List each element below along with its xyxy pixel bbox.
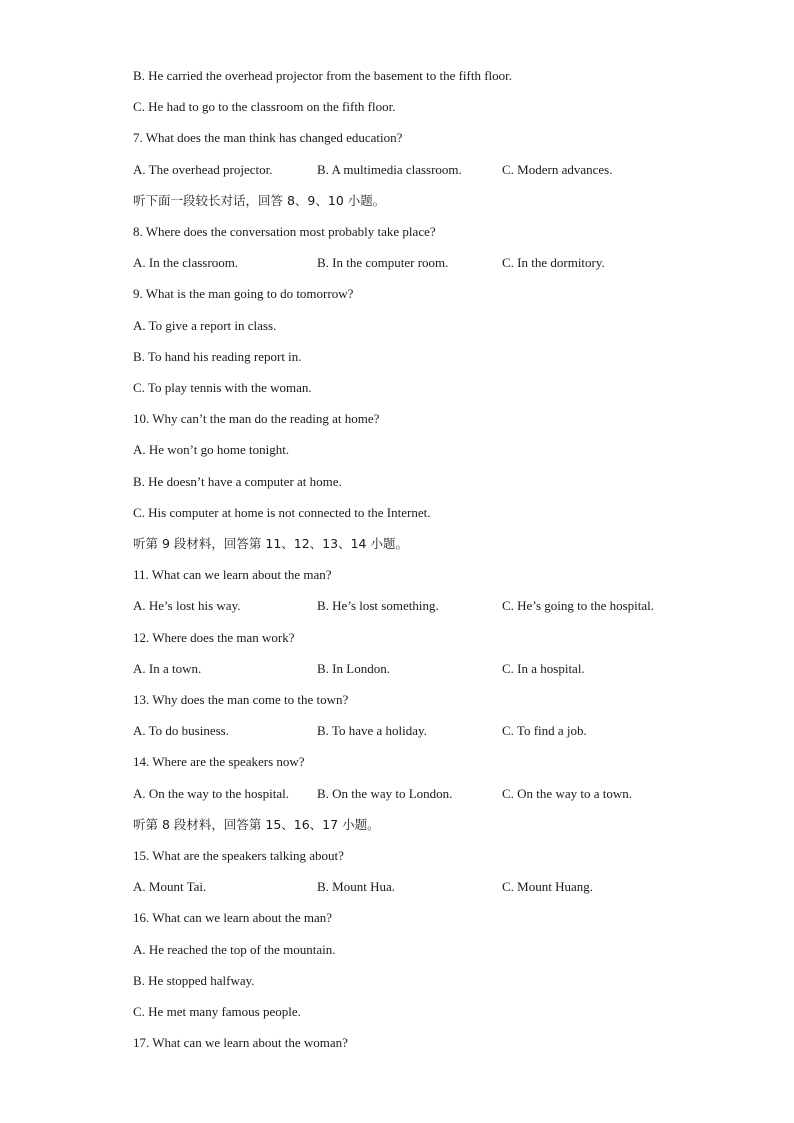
- answer-option: B. He carried the overhead projector from the basement to the fifth floor.: [133, 68, 513, 83]
- options-row: [133, 255, 693, 271]
- answer-option: C. To find a job.: [502, 723, 587, 738]
- answer-option: A. In a town.: [133, 661, 202, 676]
- answer-option: C. He met many famous people.: [133, 1004, 301, 1019]
- answer-option: A. Mount Tai.: [133, 879, 207, 894]
- answer-option: B. To have a holiday.: [317, 723, 427, 738]
- answer-option: B. He’s lost something.: [317, 598, 439, 613]
- answer-option: A. In the classroom.: [133, 255, 239, 270]
- answer-option: A. He won’t go home tonight.: [133, 442, 290, 457]
- answer-option: C. In the dormitory.: [502, 255, 605, 270]
- question-text: 8. Where does the conversation most probably take place?: [133, 224, 436, 239]
- options-row: [133, 879, 693, 895]
- answer-option: C. In a hospital.: [502, 661, 585, 676]
- answer-option: B. Mount Hua.: [317, 879, 395, 894]
- answer-option: C. Mount Huang.: [502, 879, 593, 894]
- answer-option: C. Modern advances.: [502, 162, 613, 177]
- answer-option: C. To play tennis with the woman.: [133, 380, 312, 395]
- question-text: 14. Where are the speakers now?: [133, 754, 305, 769]
- section-instruction: 听下面一段较长对话，回答 8、9、10 小题。: [133, 193, 386, 208]
- answer-option: B. In the computer room.: [317, 255, 449, 270]
- answer-option: C. His computer at home is not connected to the Internet.: [133, 505, 431, 520]
- answer-option: A. He reached the top of the mountain.: [133, 942, 336, 957]
- question-text: 13. Why does the man come to the town?: [133, 692, 349, 707]
- section-instruction: 听第 9 段材料，回答第 11、12、13、14 小题。: [133, 536, 408, 551]
- answer-option: B. He stopped halfway.: [133, 973, 255, 988]
- answer-option: B. He doesn’t have a computer at home.: [133, 474, 342, 489]
- answer-option: A. On the way to the hospital.: [133, 786, 289, 801]
- answer-option: A. To give a report in class.: [133, 318, 277, 333]
- options-row: [133, 162, 693, 178]
- answer-option: C. He had to go to the classroom on the fifth floor.: [133, 99, 396, 114]
- answer-option: C. He’s going to the hospital.: [502, 598, 655, 613]
- answer-option: A. He’s lost his way.: [133, 598, 241, 613]
- section-instruction: 听第 8 段材料，回答第 15、16、17 小题。: [133, 817, 380, 832]
- options-row: [133, 598, 693, 614]
- question-text: 16. What can we learn about the man?: [133, 910, 333, 925]
- answer-option: A. To do business.: [133, 723, 229, 738]
- options-row: [133, 723, 693, 739]
- options-row: [133, 786, 693, 802]
- question-text: 17. What can we learn about the woman?: [133, 1035, 348, 1050]
- answer-option: A. The overhead projector.: [133, 162, 273, 177]
- answer-option: B. To hand his reading report in.: [133, 349, 302, 364]
- answer-option: C. On the way to a town.: [502, 786, 632, 801]
- question-text: 10. Why can’t the man do the reading at home?: [133, 411, 380, 426]
- question-text: 12. Where does the man work?: [133, 630, 295, 645]
- question-text: 11. What can we learn about the man?: [133, 567, 332, 582]
- question-text: 7. What does the man think has changed education?: [133, 130, 403, 145]
- options-row: [133, 661, 693, 677]
- question-text: 15. What are the speakers talking about?: [133, 848, 344, 863]
- question-text: 9. What is the man going to do tomorrow?: [133, 286, 354, 301]
- answer-option: B. In London.: [317, 661, 390, 676]
- answer-option: B. On the way to London.: [317, 786, 453, 801]
- answer-option: B. A multimedia classroom.: [317, 162, 462, 177]
